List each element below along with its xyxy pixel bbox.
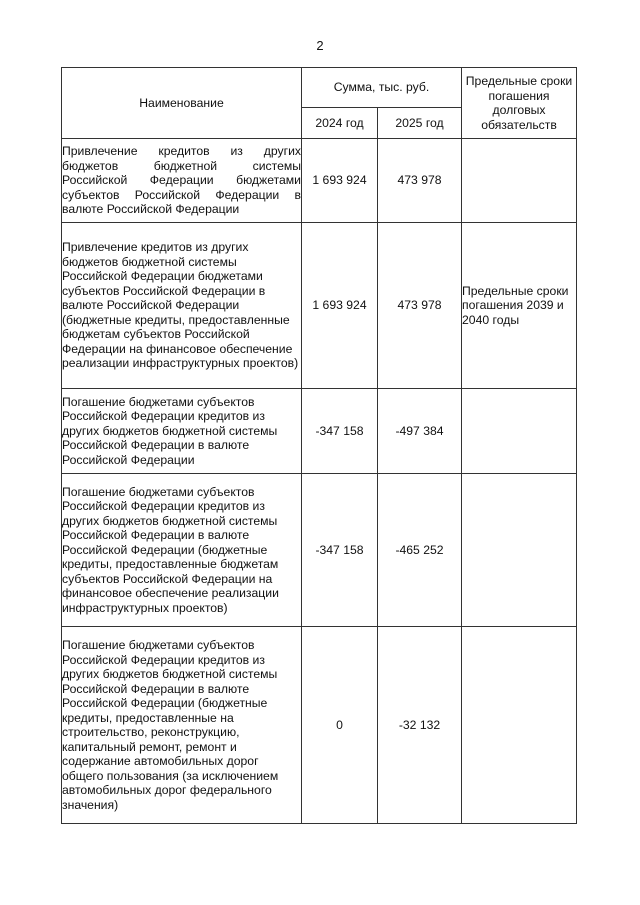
borrowing-table — [61, 67, 577, 824]
table-header-row — [62, 68, 577, 108]
row-value-2025: -465 252 — [378, 474, 462, 627]
row-term — [462, 139, 577, 223]
row-value-2025: -497 384 — [378, 389, 462, 474]
header-name: Наименование — [62, 68, 302, 139]
row-term — [462, 474, 577, 627]
row-name: Погашение бюджетами субъектов Российской Федерации кредитов из других бюджетов бюджетной системы Российской Федерации в валюте Российской Федерации (бюджетные кредиты, предоставленные на строительство, реконструкцию, капитальный ремонт, ремонт и содержание автомобильных дорог общего пользования (за исключением автомобильных дорог федерального значения) — [62, 627, 302, 824]
row-term — [462, 389, 577, 474]
row-value-2024: -347 158 — [302, 389, 378, 474]
table-row — [62, 627, 577, 824]
row-name: Погашение бюджетами субъектов Российской Федерации кредитов из других бюджетов бюджетной системы Российской Федерации в валюте Российской Федерации (бюджетные кредиты, предоставленные бюджетам субъектов Российской Федерации на финансовое обеспечение реализации инфраструктурных проектов) — [62, 474, 302, 627]
row-name: Привлечение кредитов из других бюджетов бюджетной системы Российской Федерации бюджетами субъектов Российской Федерации в валюте Российской Федерации (бюджетные кредиты, предоставленные бюджетам субъектов Российской Федерации на финансовое обеспечение реализации инфраструктурных проектов) — [62, 223, 302, 389]
row-value-2024: -347 158 — [302, 474, 378, 627]
row-value-2024: 0 — [302, 627, 378, 824]
header-year-2025: 2025 год — [378, 108, 462, 139]
header-sum: Сумма, тыс. руб. — [302, 68, 462, 108]
table-row — [62, 223, 577, 389]
row-value-2024: 1 693 924 — [302, 139, 378, 223]
row-name: Привлечение кредитов из других бюджетов бюджетной системы Российской Федерации бюджетами субъектов Российской Федерации в валюте Российской Федерации — [62, 139, 302, 223]
row-value-2024: 1 693 924 — [302, 223, 378, 389]
header-year-2024: 2024 год — [302, 108, 378, 139]
row-term — [462, 627, 577, 824]
row-value-2025: 473 978 — [378, 139, 462, 223]
page-number: 2 — [316, 38, 324, 53]
table-row — [62, 389, 577, 474]
row-term: Предельные сроки погашения 2039 и 2040 годы — [462, 223, 577, 389]
header-term: Предельные сроки погашения долговых обязательств — [462, 68, 577, 139]
row-value-2025: -32 132 — [378, 627, 462, 824]
table-row — [62, 139, 577, 223]
row-name: Погашение бюджетами субъектов Российской Федерации кредитов из других бюджетов бюджетной системы Российской Федерации в валюте Российской Федерации — [62, 389, 302, 474]
table-row — [62, 474, 577, 627]
row-value-2025: 473 978 — [378, 223, 462, 389]
